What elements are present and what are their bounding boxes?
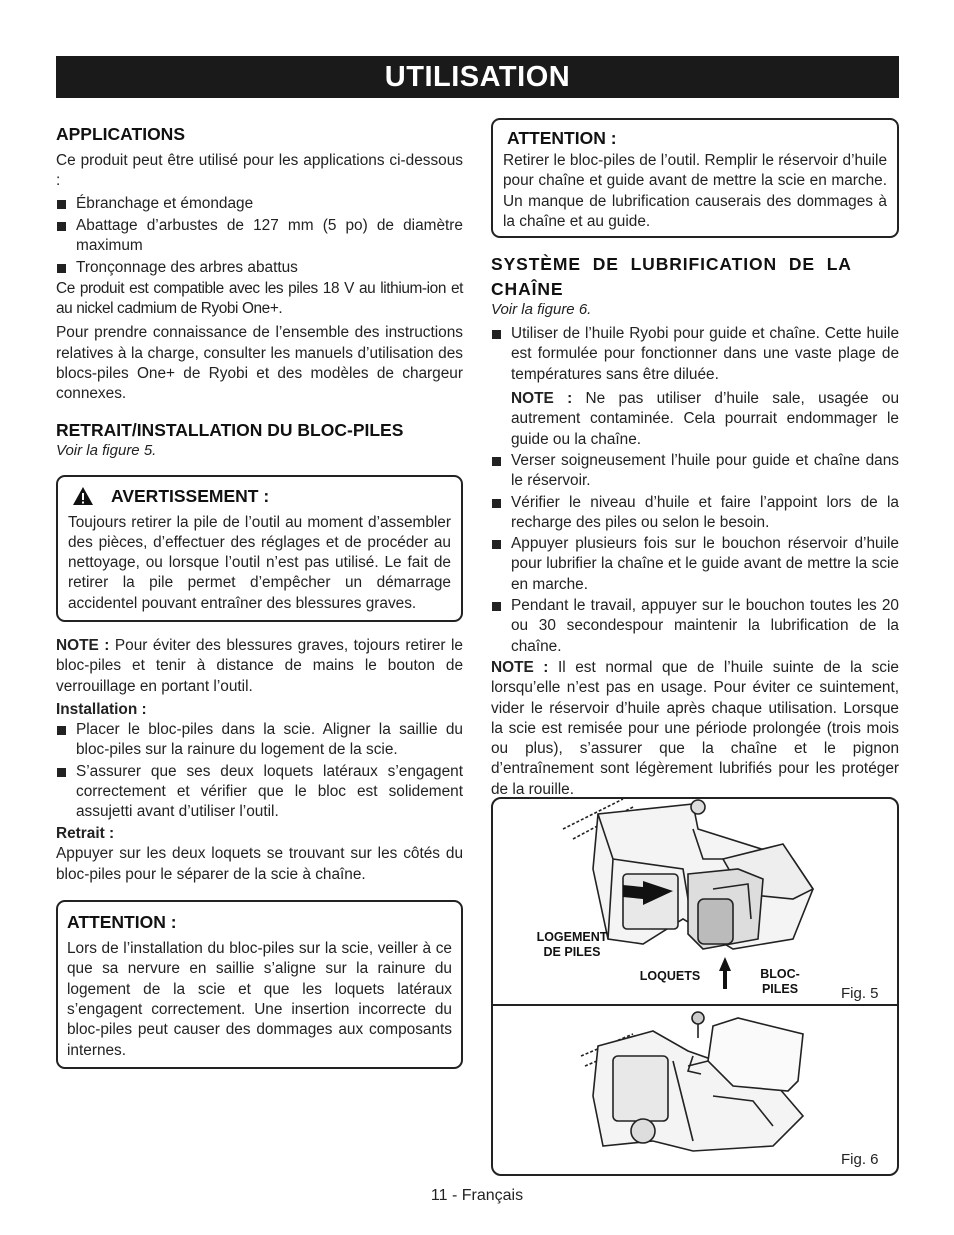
installation-list	[56, 720, 463, 822]
installation-label: Installation :	[56, 700, 147, 718]
note-label: NOTE :	[511, 390, 573, 408]
note-text: Pour éviter des blessures graves, tojours retirer le bloc-piles et tenir à distance de mains le bouton de verrouillage en portant l’outil.	[56, 637, 463, 695]
figure-6-reference: Voir la figure 6.	[491, 301, 592, 319]
callout-battery-pack: BLOC- PILES	[760, 967, 800, 996]
bullet-icon	[492, 330, 501, 339]
list-item: Placer le bloc-piles dans la scie. Aligner la saillie du bloc-piles sur la rainure du logement de la scie.	[56, 720, 463, 761]
list-item: Tronçonnage des arbres abattus	[56, 258, 463, 278]
bullet-icon	[57, 222, 66, 231]
list-item: Vérifier le niveau d’huile et faire l’appoint lors de la recharge des piles ou selon le besoin.	[491, 493, 899, 534]
callout-battery-housing: LOGEMENT DE PILES	[536, 930, 608, 959]
bullet-icon	[492, 540, 501, 549]
note-label: NOTE :	[56, 637, 110, 655]
figure-6-label: Fig. 6	[841, 1151, 879, 1168]
list-item: Appuyer plusieurs fois sur le bouchon réservoir d’huile pour lubrifier la chaîne et le guide avant de mettre la scie en marche.	[491, 534, 899, 595]
lubrification-heading: SYSTÈME DE LUBRIFICATION DE LA CHAÎNE	[491, 254, 852, 300]
figure-panel	[491, 797, 899, 1176]
list-item: Pendant le travail, appuyer sur le bouchon toutes les 20 ou 30 secondespour maintenir la lubrification de la chaîne.	[491, 596, 899, 657]
attention-heading-left: ATTENTION :	[67, 912, 177, 933]
page-banner: UTILISATION	[56, 56, 899, 98]
list-item: Ébranchage et émondage	[56, 194, 463, 214]
attention-box-left	[56, 900, 463, 1069]
retrait-text: Appuyer sur les deux loquets se trouvant sur les côtés du bloc-piles pour le séparer de la scie à chaîne.	[56, 845, 463, 883]
applications-list	[56, 194, 463, 279]
list-item: Verser soigneusement l’huile pour guide et chaîne dans le réservoir.	[491, 451, 899, 492]
page-footer: 11 - Français	[430, 1187, 524, 1204]
bullet-icon	[492, 602, 501, 611]
warning-box	[56, 475, 463, 622]
bullet-icon	[492, 457, 501, 466]
retrait-label: Retrait :	[56, 825, 115, 843]
note-label: NOTE :	[491, 658, 549, 676]
compatibility-text: Ce produit est compatible avec les piles 18 V au lithium-ion et au nickel cadmium de Ryobi One+.	[56, 279, 463, 318]
list-item: Abattage d’arbustes de 127 mm (5 po) de diamètre maximum	[56, 216, 463, 257]
figure-5-reference: Voir la figure 5.	[56, 441, 157, 459]
warning-heading: AVERTISSEMENT :	[68, 485, 451, 507]
charging-text: Pour prendre connaissance de l’ensemble des instructions relatives à la charge, consulter les manuels d’utilisation des blocs-piles One+ de Ryobi et des modèles de chargeur connexes.	[56, 324, 463, 403]
left-column	[56, 118, 463, 1069]
list-item: S’assurer que ses deux loquets latéraux s’engagent correctement et vérifier que le bloc est solidement assujetti avant d’utiliser l’outil.	[56, 762, 463, 823]
note-paragraph	[56, 636, 463, 697]
bullet-icon	[492, 499, 501, 508]
warning-text: Toujours retirer la pile de l’outil au moment d’assembler des pièces, d’effectuer des réglages et de procéder au nettoyage, ou lorsque l’outil n’est pas utilisé. Le fait de retirer la pile permet d’empêcher un démarrage accidentel pouvant entraîner des blessures graves.	[68, 513, 451, 612]
applications-heading: APPLICATIONS	[56, 124, 185, 144]
warning-triangle-icon	[72, 486, 94, 506]
figure-5-label: Fig. 5	[841, 985, 879, 1002]
bullet-icon	[57, 200, 66, 209]
bullet-icon	[57, 264, 66, 273]
chainsaw-oil-fill-illustration	[493, 1006, 897, 1176]
bullet-icon	[57, 768, 66, 777]
callout-latches: LOQUETS	[639, 969, 701, 983]
lubrification-note: NOTE : Il est normal que de l’huile suinte de la scie lorsqu’elle n’est pas en usage. Pour éviter ce suintement, vider le réservoir d’huile après chaque utilisation. Lorsque la scie est remisée pour une période prolongée (trois mois ou plus), s’assurer que la chaîne et le pignon d’entraînement sont légèrement lubrifiés pour les protéger de la rouille.	[491, 658, 899, 798]
oil-note: NOTE : Ne pas utiliser d’huile sale, usagée ou autrement contaminée. Cela pourrait endommager le guide ou la chaîne.	[511, 390, 900, 448]
attention-box-right	[491, 118, 899, 238]
retrait-heading: RETRAIT/INSTALLATION DU BLOC-PILES	[56, 419, 404, 440]
bullet-icon	[57, 726, 66, 735]
list-item: Utiliser de l’huile Ryobi pour guide et chaîne. Cette huile est formulée pour fonctionner dans une vaste plage de températures sans être diluée. NOTE : Ne pas utiliser d’huile sale, usagée ou autrement contaminée. Cela pourrait endommager le guide ou la chaîne.	[491, 324, 899, 450]
attention-text-left: Lors de l’installation du bloc-piles sur la scie, veiller à ce que sa nervure en saillie s’aligne sur la rainure du logement de la scie et que les loquets latéraux s’engagent correctement. Une insertion incorrecte du bloc-piles peut causer des dommages aux composants internes.	[67, 940, 452, 1059]
attention-text-right: Retirer le bloc-piles de l’outil. Remplir le réservoir d’huile pour chaîne et guide avant de mettre la scie en marche. Un manque de lubrification causerais des dommages à la chaîne et au guide.	[503, 152, 887, 230]
attention-heading-right: ATTENTION :	[507, 128, 617, 148]
applications-intro: Ce produit peut être utilisé pour les applications ci-dessous :	[56, 152, 463, 190]
right-column	[491, 118, 899, 800]
lubrification-list	[491, 324, 899, 657]
